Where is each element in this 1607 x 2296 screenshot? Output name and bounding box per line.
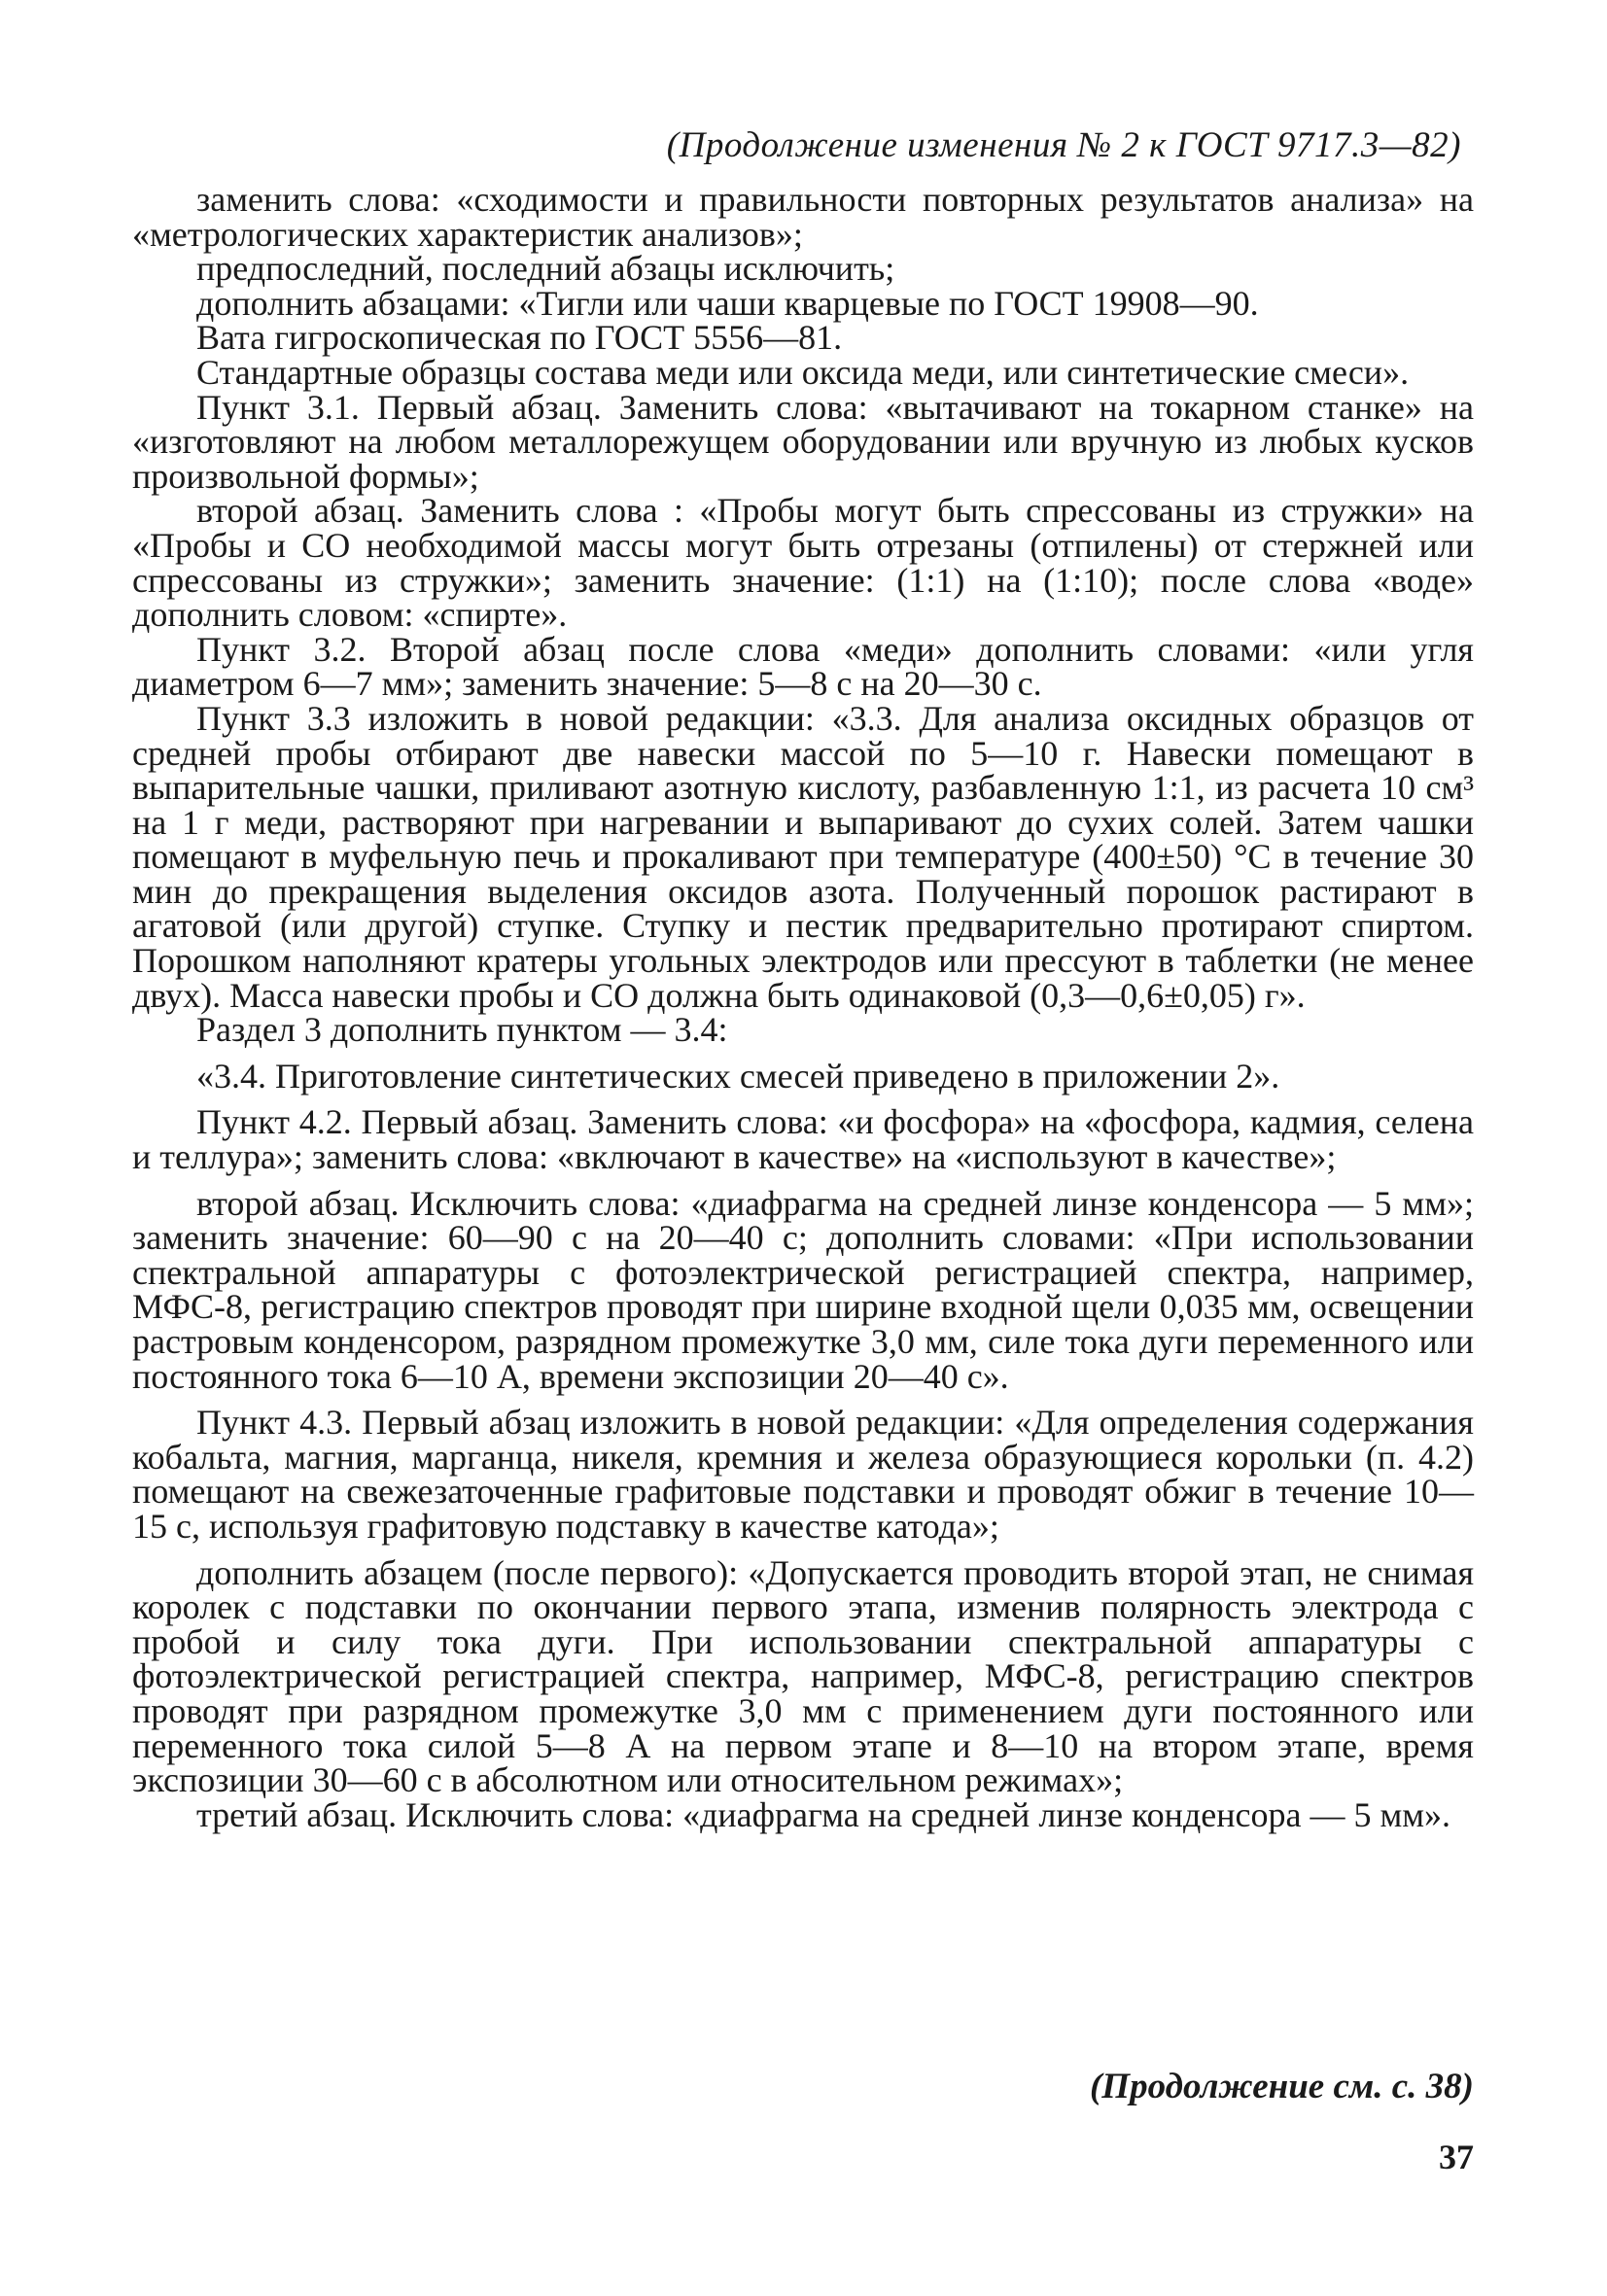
paragraph: дополнить абзацами: «Тигли или чаши кварцевые по ГОСТ 19908—90.	[196, 283, 1259, 323]
paragraph: второй абзац. Исключить слова: «диафрагма на средней линзе конденсора — 5 мм»; заменить значение: 60—90 с на 20—40 с; дополнить словами: «При использовании спектральной аппаратуры с фотоэлектрической регистрацией спектра, например, МФС-8, регистрацию спектров проводят при ширине входной щели 0,035 мм, освещении растровым конденсором, разрядном промежутке 3,0 мм, силе тока дуги переменного или постоянного тока 6—10 А, времени экспозиции 20—40 с».	[132, 1183, 1474, 1396]
continuation-note: (Продолжение см. с. 38)	[1089, 2067, 1474, 2106]
page-header: (Продолжение изменения № 2 к ГОСТ 9717.3—82)	[666, 125, 1461, 165]
paragraph: «3.4. Приготовление синтетических смесей приведено в приложении 2».	[196, 1056, 1280, 1096]
document-body	[132, 180, 1474, 1834]
paragraph: Стандартные образцы состава меди или оксида меди, или синтетические смеси».	[196, 352, 1410, 392]
paragraph: заменить слова: «сходимости и правильности повторных результатов анализа» на «метрологических характеристик анализов»;	[132, 180, 1474, 254]
paragraph: дополнить абзацем (после первого): «Допускается проводить второй этап, не снимая королек с подставки по окончании первого этапа, изменив полярность электрода с пробой и силу тока дуги. При использовании спектральной аппаратуры с фотоэлектрической регистрацией спектра, например, МФС-8, регистрацию спектров проводят при разрядном промежутке 3,0 мм с применением дуги постоянного или переменного тока силой 5—8 А на первом этапе и 8—10 на втором этапе, время экспозиции 30—60 с в абсолютном или относительном режимах»;	[132, 1552, 1474, 1800]
paragraph: предпоследний, последний абзацы исключить;	[196, 249, 895, 289]
paragraph: Вата гигроскопическая по ГОСТ 5556—81.	[196, 318, 843, 358]
paragraph: Пункт 3.3 изложить в новой редакции: «3.3. Для анализа оксидных образцов от средней пробы отбирают две навески массой по 5—10 г. Навески помещают в выпарительные чашки, приливают азотную кислоту, разбавленную 1:1, из расчета 10 см³ на 1 г меди, растворяют при нагревании и выпаривают до сухих солей. Затем чашки помещают в муфельную печь и прокаливают при температуре (400±50) °С в течение 30 мин до прекращения выделения оксидов азота. Полученный порошок растирают в агатовой (или другой) ступке. Ступку и пестик предварительно протирают спиртом. Порошком наполняют кратеры угольных электродов или прессуют в таблетки (не менее двух). Масса навески пробы и СО должна быть одинаковой (0,3—0,6±0,05) г».	[132, 698, 1474, 1015]
paragraph: Пункт 4.2. Первый абзац. Заменить слова: «и фосфора» на «фосфора, кадмия, селена и теллура»; заменить слова: «включают в качестве» на «используют в качестве»;	[132, 1102, 1474, 1177]
paragraph: третий абзац. Исключить слова: «диафрагма на средней линзе конденсора — 5 мм».	[196, 1794, 1451, 1834]
paragraph: Пункт 3.2. Второй абзац после слова «меди» дополнить словами: «или угля диаметром 6—7 мм»; заменить значение: 5—8 с на 20—30 с.	[132, 629, 1474, 704]
paragraph: Раздел 3 дополнить пунктом — 3.4:	[196, 1010, 728, 1050]
paragraph: Пункт 4.3. Первый абзац изложить в новой редакции: «Для определения содержания кобальта, магния, марганца, никеля, кремния и железа образующиеся корольки (п. 4.2) помещают на свежезаточенные графитовые подставки и проводят обжиг в течение 10—15 с, используя графитовую подставку в качестве катода»;	[132, 1403, 1474, 1546]
page-number: 37	[1439, 2138, 1474, 2176]
paragraph: Пункт 3.1. Первый абзац. Заменить слова: «вытачивают на токарном станке» на «изготовляют на любом металлорежущем оборудовании или вручную из любых кусков произвольной формы»;	[132, 387, 1474, 496]
paragraph: второй абзац. Заменить слова : «Пробы могут быть спрессованы из стружки» на «Пробы и СО необходимой массы могут быть отрезаны (отпилены) от стержней или спрессованы из стружки»; заменить значение: (1:1) на (1:10); после слова «воде» дополнить словом: «спирте».	[132, 491, 1474, 635]
